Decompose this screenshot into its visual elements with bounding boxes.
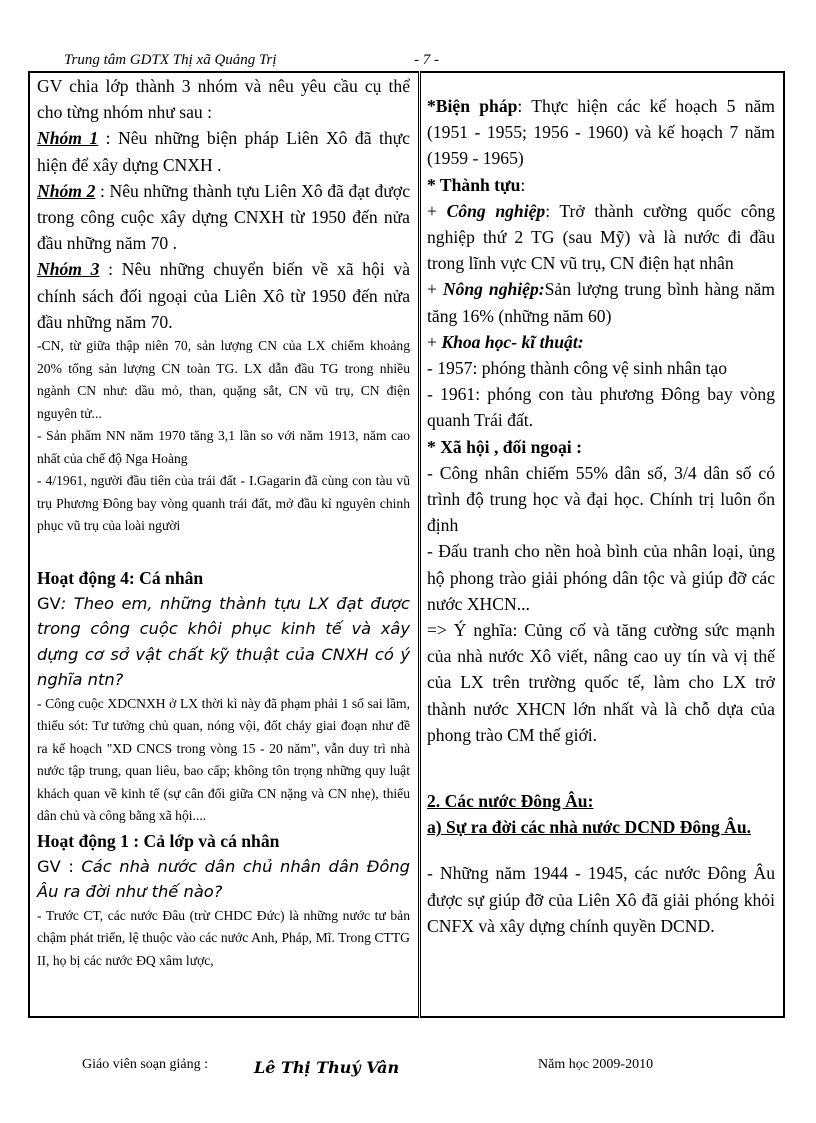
note-agriculture: - Sản phẩm NN năm 1970 tăng 3,1 lần so với năm 1913, năm cao nhất của chế độ Nga Hoàng — [37, 428, 410, 466]
lesson-table — [28, 71, 785, 1018]
section-2-title: 2. Các nước Đông Âu: — [427, 791, 594, 812]
science-1957: - 1957: phóng thành công vệ sinh nhân tạo — [427, 358, 728, 379]
table-row — [29, 72, 784, 1017]
activity-4-answer: - Công cuộc XDCNXH ở LX thời kì này đã phạm phải 1 số sai lầm, thiếu sót: Tư tưởng chủ quan, nóng vội, đốt cháy giai đoạn như đề ra kế hoạch "XD CNCS trong vòng 15 - 20 năm", vẫn duy trì nhà nước tập trung, quan liêu, bao cấp; không tôn trọng những quy luật khách quan về kinh tế (sự cân đối giữa CN nặng và CN nhẹ), thiếu dân chủ và công bằng xã hội.... — [37, 695, 410, 824]
group-3-label: Nhóm 3 — [37, 259, 100, 280]
industry-text: : Trở thành cường quốc công nghiệp thứ 2 TG (sau Mỹ) và là nước đi đầu trong lĩnh vực CN vũ trụ, CN điện hạt nhân — [427, 200, 776, 274]
activity-4-gv: GV — [37, 593, 61, 613]
page-footer — [82, 1052, 782, 1080]
measures-text: : Thực hiện các kế hoạch 5 năm (1951 - 1955; 1956 - 1960) và kế hoạch 7 năm (1959 - 1965) — [427, 96, 775, 169]
meaning: => Ý nghĩa: Củng cố và tăng cường sức mạnh của nhà nước Xô viết, nâng cao uy tín và vị thế của LX trên trường quốc tế, làm cho LX trở thành nước XHCN lớn nhất và là chỗ dựa của phong trào CM thế giới. — [427, 620, 775, 745]
industry — [427, 198, 775, 277]
science-prefix: + — [427, 331, 442, 352]
page-header — [64, 50, 764, 72]
note-industry: -CN, từ giữa thập niên 70, sản lượng CN của LX chiếm khoảng 20% tổng sản lượng CN toàn TG. LX dẫn đầu TG trong nhiều ngành CN như: dầu mỏ, than, quặng sắt, CN vũ trụ, CN điện nguyên tử... — [37, 338, 410, 421]
group-3 — [37, 256, 410, 335]
intro-text: GV chia lớp thành 3 nhóm và nêu yêu cầu cụ thể cho từng nhóm như sau : — [37, 76, 410, 123]
note-gagarin: - 4/1961, người đầu tiên của trái đất - I.Gagarin đã cùng con tàu vũ trụ Phương Đông bay vòng quanh trái đất, mở đầu kỉ nguyên chinh phục vũ trụ của loài người — [37, 473, 410, 534]
measures — [427, 93, 775, 172]
activity-1-answer: - Trước CT, các nước Đâu (trừ CHDC Đức) là những nước tư bản chậm phát triển, lệ thuộc vào các nước Anh, Pháp, Mĩ. Trong CTTG II, họ bị các nước ĐQ xâm lược, — [37, 907, 410, 968]
teacher-label: Giáo viên soạn giảng : — [82, 1057, 208, 1072]
page-number: - 7 - — [414, 52, 439, 68]
agri-label: Nông nghiệp: — [442, 279, 545, 300]
agri-text: Sản lượng trung bình hàng năm tăng 16% (những năm 60) — [427, 279, 775, 326]
right-column — [420, 72, 785, 1017]
activity-1-question-text: Các nhà nước dân chủ nhân dân Đông Âu ra đời như thế nào? — [37, 856, 410, 902]
science-label: Khoa học- kĩ thuật: — [441, 331, 584, 352]
agriculture — [427, 276, 775, 328]
group-1-text: : Nêu những biện pháp Liên Xô đã thực hiện để xây dựng CNXH . — [37, 128, 410, 175]
activity-4-question — [37, 591, 410, 693]
section-2a-text: - Những năm 1944 - 1945, các nước Đông Âu được sự giúp đỡ của Liên Xô đã giải phóng khỏi CNFX và xây dựng chính quyền DCND. — [427, 863, 775, 936]
activity-4-title: Hoạt động 4: Cá nhân — [37, 567, 204, 588]
group-3-text: : Nêu những chuyển biến về xã hội và chính sách đối ngoại của Liên Xô từ 1950 đến nửa đầu những năm 70. — [37, 259, 411, 332]
achievements-label: * Thành tựu — [427, 174, 521, 195]
industry-label: Công nghiệp — [446, 200, 546, 221]
measures-label: *Biện pháp — [427, 96, 518, 116]
activity-1-title: Hoạt động 1 : Cả lớp và cá nhân — [37, 830, 280, 851]
group-1 — [37, 125, 410, 177]
school-year: Năm học 2009-2010 — [538, 1057, 654, 1072]
social-2: - Đấu tranh cho nền hoà bình của nhân loại, ủng hộ phong trào giải phóng dân tộc và giúp đỡ các nước XHCN... — [427, 541, 775, 614]
activity-1-question — [37, 854, 410, 905]
science — [427, 329, 775, 355]
group-1-label: Nhóm 1 — [37, 128, 99, 149]
achievements-colon: : — [520, 174, 526, 195]
left-column — [29, 72, 420, 1017]
group-2 — [37, 178, 410, 257]
social-1: - Công nhân chiếm 55% dân số, 3/4 dân số có trình độ trung học và đại học. Chính trị luôn ổn định — [427, 462, 775, 536]
group-2-text: : Nêu những thành tựu Liên Xô đã đạt được trong công cuộc xây dựng CNXH từ 1950 đến nửa đầu những năm 70 . — [37, 180, 410, 254]
group-2-label: Nhóm 2 — [37, 180, 96, 201]
activity-4-question-text: : Theo em, những thành tựu LX đạt được trong công cuộc khôi phục kinh tế và xây dựng cơ sở vật chất kỹ thuật của CNXH có ý nghĩa ntn? — [37, 593, 410, 690]
industry-prefix: + — [427, 200, 447, 221]
teacher-name: Lê Thị Thuý Vân — [254, 1058, 400, 1077]
school-name: Trung tâm GDTX Thị xã Quảng Trị — [64, 52, 277, 68]
agri-prefix: + — [427, 279, 443, 300]
achievements-heading — [427, 172, 775, 198]
section-2a-title: a) Sự ra đời các nhà nước DCND Đông Âu. — [427, 817, 752, 838]
science-1961: - 1961: phóng con tàu phương Đông bay vòng quanh Trái đất. — [427, 384, 775, 431]
social-heading: * Xã hội , đối ngoại : — [427, 436, 582, 457]
activity-1-gv: GV : — [37, 856, 74, 876]
